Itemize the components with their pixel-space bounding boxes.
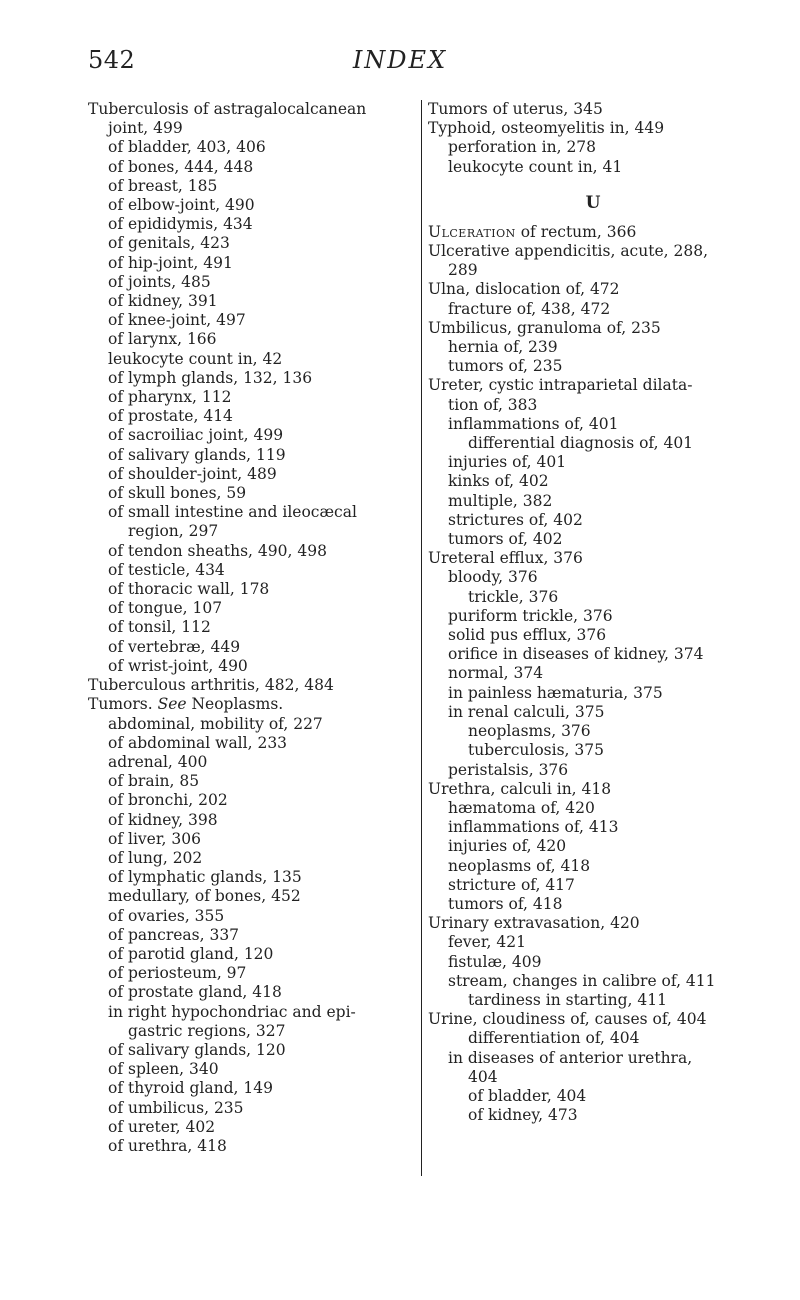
index-entry: neoplasms, 376 [468, 722, 591, 741]
index-entry: injuries of, 420 [448, 837, 567, 856]
right-column-top-entries [428, 100, 758, 177]
index-entry: of tongue, 107 [108, 599, 223, 618]
index-entry: differential diagnosis of, 401 [468, 434, 694, 453]
index-entry: of liver, 306 [108, 829, 201, 848]
index-entry: Umbilicus, granuloma of, 235 [428, 318, 661, 337]
index-entry: of kidney, 473 [468, 1106, 578, 1125]
index-column-left [88, 100, 418, 1156]
index-entry: multiple, 382 [448, 491, 553, 510]
index-entry: of prostate, 414 [108, 407, 233, 426]
index-entry: strictures of, 402 [448, 510, 583, 529]
index-entry: of tonsil, 112 [108, 618, 211, 637]
index-entry: fracture of, 438, 472 [448, 299, 611, 318]
index-entry: Urinary extravasation, 420 [428, 914, 640, 933]
index-entry: of ovaries, 355 [108, 906, 225, 925]
index-entry: Tumors of uterus, 345 [428, 100, 603, 118]
index-entry: hernia of, 239 [448, 338, 558, 357]
index-entry: of kidney, 398 [108, 810, 218, 829]
index-entry: injuries of, 401 [448, 453, 567, 472]
index-entry: Ureter, cystic intraparietal dilata- [428, 376, 693, 395]
index-entry: medullary, of bones, 452 [108, 887, 301, 906]
index-entry: of larynx, 166 [108, 330, 217, 349]
index-entry: of epididymis, 434 [108, 215, 253, 234]
index-entry: of small intestine and ileocæcal [108, 503, 357, 522]
index-entry: Urethra, calculi in, 418 [428, 779, 612, 798]
index-entry: tuberculosis, 375 [468, 741, 604, 760]
page-number: 542 [88, 46, 136, 74]
index-entry: kinks of, 402 [448, 472, 549, 491]
index-entry: trickle, 376 [468, 587, 559, 606]
index-entry: of skull bones, 59 [108, 484, 247, 503]
index-entry: stricture of, 417 [448, 875, 575, 894]
index-entry: of brain, 85 [108, 772, 200, 791]
index-entry: of tendon sheaths, 490, 498 [108, 541, 327, 560]
index-entry: of umbilicus, 235 [108, 1098, 244, 1117]
column-divider [421, 100, 422, 1176]
index-entry: Tuberculous arthritis, 482, 484 [88, 676, 334, 695]
index-entry: normal, 374 [448, 664, 544, 683]
index-entry-ulceration [428, 223, 758, 242]
index-entry: of sacroiliac joint, 499 [108, 426, 284, 445]
index-entry: of abdominal wall, 233 [108, 733, 288, 752]
index-column-right [428, 100, 758, 1125]
index-entry: of spleen, 340 [108, 1060, 219, 1079]
index-entry: Ulna, dislocation of, 472 [428, 280, 620, 299]
index-entry: adrenal, 400 [108, 752, 208, 771]
index-entry: tumors of, 235 [448, 357, 563, 376]
index-entry: joint, 499 [108, 119, 183, 138]
index-entry: tion of, 383 [448, 395, 538, 414]
index-entry: in painless hæmaturia, 375 [448, 683, 663, 702]
index-entry: gastric regions, 327 [128, 1021, 286, 1040]
index-entry: of joints, 485 [108, 272, 211, 291]
index-entry: puriform trickle, 376 [448, 606, 613, 625]
index-entry: fistulæ, 409 [448, 952, 542, 971]
index-entry: of pharynx, 112 [108, 388, 232, 407]
index-entry: leukocyte count in, 41 [448, 157, 623, 176]
index-entry: of elbow-joint, 490 [108, 196, 255, 215]
index-entry: of breast, 185 [108, 176, 218, 195]
index-entry: of bladder, 403, 406 [108, 138, 266, 157]
right-column-bottom-entries [428, 242, 758, 1125]
index-entry: of hip-joint, 491 [108, 253, 233, 272]
index-entry: of kidney, 391 [108, 292, 218, 311]
index-entry: hæmatoma of, 420 [448, 798, 595, 817]
see-reference: See [157, 695, 187, 714]
index-entry: Ureteral efflux, 376 [428, 549, 583, 568]
index-entry: stream, changes in calibre of, 411 [448, 971, 716, 990]
index-entry: in diseases of anterior urethra, [448, 1048, 693, 1067]
index-entry: peristalsis, 376 [448, 760, 569, 779]
index-entry: region, 297 [128, 522, 219, 541]
index-entry: abdominal, mobility of, 227 [108, 714, 323, 733]
index-entry: of salivary glands, 119 [108, 445, 286, 464]
index-entry: 289 [448, 261, 478, 280]
index-entry: of periosteum, 97 [108, 964, 247, 983]
index-entry: solid pus efflux, 376 [448, 626, 607, 645]
index-entry: inflammations of, 401 [448, 414, 619, 433]
index-entry: of bones, 444, 448 [108, 157, 254, 176]
index-entry: tumors of, 418 [448, 894, 563, 913]
index-entry: of testicle, 434 [108, 560, 225, 579]
index-entry: of thoracic wall, 178 [108, 580, 270, 599]
index-entry: tardiness in starting, 411 [468, 990, 667, 1009]
index-entry: differentiation of, 404 [468, 1029, 640, 1048]
index-entry: Typhoid, osteomyelitis in, 449 [428, 119, 665, 138]
index-entry: 404 [468, 1067, 498, 1086]
index-entry: of lymphatic glands, 135 [108, 868, 302, 887]
index-entry: of knee-joint, 497 [108, 311, 246, 330]
index-entry: of prostate gland, 418 [108, 983, 282, 1002]
index-entry: of salivary glands, 120 [108, 1040, 286, 1059]
index-entry: Tuberculosis of astragalocalcanean [88, 100, 367, 118]
index-entry: leukocyte count in, 42 [108, 349, 283, 368]
index-entry: of bladder, 404 [468, 1086, 587, 1105]
index-entry: of bronchi, 202 [108, 791, 228, 810]
index-entry: of wrist-joint, 490 [108, 656, 248, 675]
index-entry: of urethra, 418 [108, 1136, 227, 1155]
index-entry-text: of rectum, 366 [515, 222, 637, 241]
index-entry: of lung, 202 [108, 848, 203, 867]
index-entry: of ureter, 402 [108, 1117, 216, 1136]
index-entry: in right hypochondriac and epi- [108, 1002, 356, 1021]
index-entry: of vertebræ, 449 [108, 637, 241, 656]
index-entry: Tumors. See Neoplasms. [88, 695, 284, 714]
index-entry: perforation in, 278 [448, 138, 597, 157]
index-entry: Ulcerative appendicitis, acute, 288, [428, 242, 708, 261]
index-entry: fever, 421 [448, 933, 526, 952]
index-entry: neoplasms of, 418 [448, 856, 591, 875]
index-entry: inflammations of, 413 [448, 818, 619, 837]
index-entry: orifice in diseases of kidney, 374 [448, 645, 704, 664]
index-entry: of pancreas, 337 [108, 925, 240, 944]
index-entry: tumors of, 402 [448, 530, 563, 549]
index-entry: of lymph glands, 132, 136 [108, 368, 313, 387]
index-entry: Urine, cloudiness of, causes of, 404 [428, 1010, 707, 1029]
index-entry: of genitals, 423 [108, 234, 230, 253]
index-entry: of shoulder-joint, 489 [108, 464, 277, 483]
index-entry-headword: Ulceration [428, 222, 516, 241]
index-entry: bloody, 376 [448, 568, 538, 587]
running-head: INDEX [352, 46, 448, 74]
index-entry: of parotid gland, 120 [108, 944, 274, 963]
index-entry: in renal calculi, 375 [448, 702, 605, 721]
index-entry: of thyroid gland, 149 [108, 1079, 273, 1098]
section-letter: U [585, 192, 601, 213]
